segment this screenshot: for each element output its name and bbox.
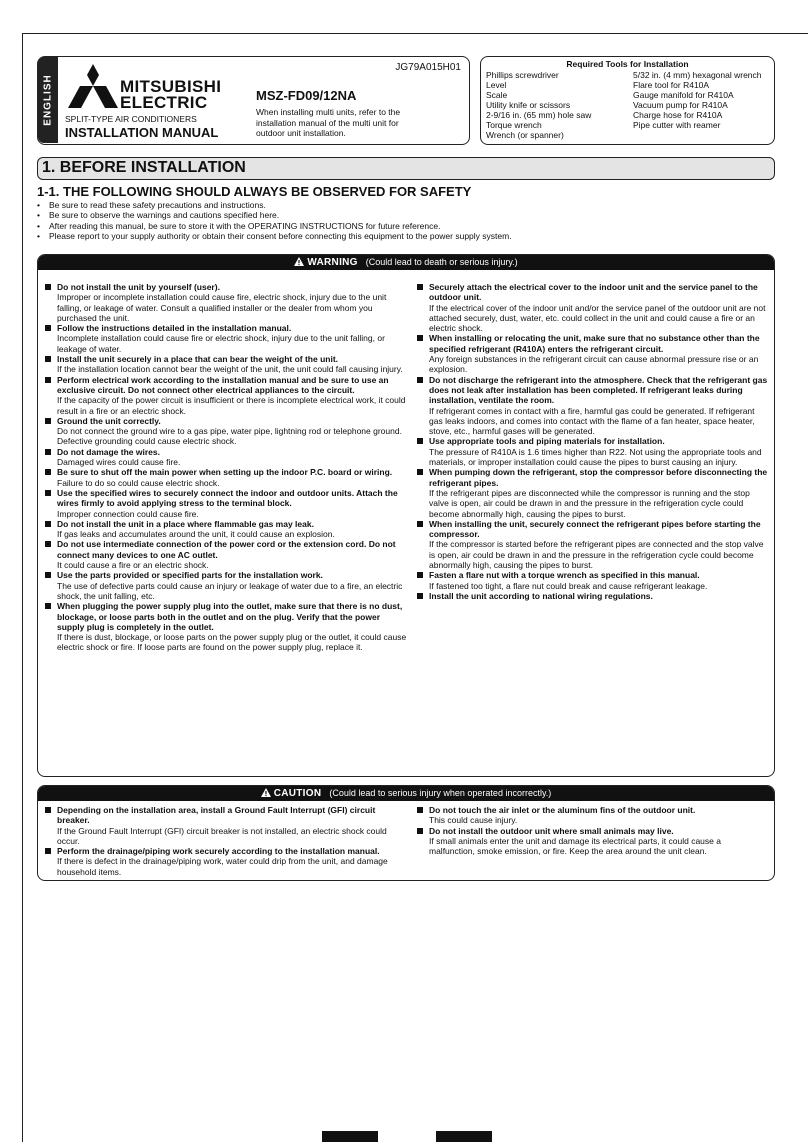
tools-column-left (486, 70, 591, 140)
safety-item (45, 416, 407, 447)
caution-column-right (417, 805, 768, 856)
tool-item: Scale (486, 90, 508, 100)
registration-mark-right (436, 1131, 492, 1142)
safety-item (45, 323, 407, 354)
safety-item-title: Depending on the installation area, install a Ground Fault Interrupt (GFI) circuit breaker. (57, 805, 376, 826)
safety-item-title: Do not discharge the refrigerant into the atmosphere. Check that the refrigerant gas does not leak after installation has been completed. If refrigerant leaks during installation, ventilate the room. (429, 374, 768, 406)
tool-item: Vacuum pump for R410A (633, 100, 728, 110)
tool-item: Charge hose for R410A (633, 110, 723, 120)
safety-item-body: If there is dust, blockage, or loose parts on the power supply plug or the outlet, it could cause electric shock or fire. If loose parts are found on the power supply plug, replace it. (57, 632, 407, 653)
safety-item (417, 436, 768, 467)
safety-item-body: If the compressor is started before the refrigerant pipes are connected and the stop valve is open, air could be drawn in and the pressure in the refrigeration cycle could become abnormally high, causing the pipes to burst. (429, 539, 764, 571)
tools-column-right (633, 70, 762, 130)
safety-item-body: This could cause injury. (429, 815, 518, 826)
safety-item (45, 846, 407, 877)
warning-label: WARNING (307, 257, 358, 268)
safety-item-body: If the installation location cannot bear the weight of the unit, the unit could fall causing injury. (57, 364, 403, 375)
subsection-title: 1-1. THE FOLLOWING SHOULD ALWAYS BE OBSERVED FOR SAFETY (37, 184, 472, 199)
safety-item-body: If the electrical cover of the indoor unit and/or the service panel of the outdoor unit are not attached securely, dust, water, etc. could collect in the unit and could cause a fire or an electric shock. (429, 302, 766, 334)
safety-item-title: Perform the drainage/piping work securely according to the installation manual. (57, 846, 380, 857)
tool-item: Wrench (or spanner) (486, 130, 564, 140)
section-title: 1. BEFORE INSTALLATION (42, 159, 246, 176)
safety-item-body: Incomplete installation could cause fire or electric shock, injury due to the unit falling, or leakage of water. (57, 333, 385, 354)
safety-item (417, 375, 768, 437)
warning-header (38, 255, 774, 270)
registration-mark-left (322, 1131, 378, 1142)
document-code: JG79A015H01 (395, 62, 461, 73)
caution-note: (Could lead to serious injury when operated incorrectly.) (329, 788, 552, 798)
safety-item (417, 805, 768, 826)
safety-item-body: Damaged wires could cause fire. (57, 457, 181, 468)
safety-item (417, 467, 768, 518)
mitsubishi-diamonds-logo (65, 63, 121, 111)
tool-item: Phillips screwdriver (486, 70, 559, 80)
safety-item-title: Install the unit according to national wiring regulations. (429, 590, 653, 601)
safety-item-body: If there is defect in the drainage/piping work, water could drip from the unit, and damage household items. (57, 856, 388, 877)
safety-item (417, 591, 768, 601)
warning-note: (Could lead to death or serious injury.) (365, 257, 518, 267)
tool-item: 2-9/16 in. (65 mm) hole saw (486, 110, 592, 120)
safety-intro-list (37, 200, 777, 241)
safety-item-body: If the refrigerant pipes are disconnected while the compressor is running and the stop valve is open, air could be drawn in and the pressure in the refrigeration cycle could become abnormally high, causing the pipes to burst. (429, 487, 750, 519)
safety-item-title: Use appropriate tools and piping materials for installation. (429, 436, 665, 447)
tool-item: Gauge manifold for R410A (633, 90, 734, 100)
safety-item (417, 826, 768, 857)
safety-item-title: Do not damage the wires. (57, 446, 160, 457)
safety-item-title: When installing or relocating the unit, make sure that no substance other than the specified refrigerant (R410A) enters the refrigerant circuit. (429, 333, 760, 354)
warning-box (37, 254, 775, 777)
title-block (37, 56, 470, 145)
language-label: ENGLISH (42, 74, 54, 126)
brand-name-line1: MITSUBISHI (120, 77, 222, 96)
safety-item-title: Ground the unit correctly. (57, 415, 161, 426)
safety-item (45, 601, 407, 652)
safety-item-body: If the Ground Fault Interrupt (GFI) circuit breaker is not installed, an electric shock could occur. (57, 825, 387, 846)
safety-item-body: Improper connection could cause fire. (57, 508, 199, 519)
intro-item: • Be sure to read these safety precautions and instructions. (37, 200, 777, 210)
safety-item (417, 333, 768, 374)
page-frame-left (22, 33, 23, 1142)
safety-item-title: Install the unit securely in a place that can bear the weight of the unit. (57, 354, 339, 365)
safety-item (45, 467, 407, 488)
safety-item (417, 570, 768, 591)
warning-column-left (45, 282, 407, 653)
safety-item-body: Improper or incomplete installation could cause fire, electric shock, injury due to the unit falling, or leakage of water. Consult a qualified installer or the dealer from whom you purchased the unit. (57, 292, 387, 323)
safety-item (45, 539, 407, 570)
safety-item-body: Any foreign substances in the refrigerant circuit can cause abnormal pressure rise or an explosion. (429, 354, 759, 375)
safety-item-title: Do not use intermediate connection of the power cord or the extension cord. Do not connect many devices to one AC outlet. (57, 539, 396, 560)
safety-item-body: If the capacity of the power circuit is insufficient or there is incomplete electrical work, it could result in a fire or an electric shock. (57, 395, 406, 416)
safety-item-title: When plugging the power supply plug into the outlet, make sure that there is no dust, blockage, or loose parts both in the outlet and on the plug. Verify that the power supply plug is completely in the outlet. (57, 601, 403, 632)
tool-item: 5/32 in. (4 mm) hexagonal wrench (633, 70, 762, 80)
safety-item-body: It could cause a fire or an electric shock. (57, 560, 209, 571)
required-tools-title: Required Tools for Installation (566, 59, 689, 69)
tool-item: Torque wrench (486, 120, 542, 130)
safety-item-body: If gas leaks and accumulates around the unit, it could cause an explosion. (57, 529, 335, 540)
safety-item-body: If refrigerant comes in contact with a fire, harmful gas could be generated. If refrigerant gas leaks indoors, and comes into contact with the flame of a fan heater, space heater, stove, etc., harmful gases will be generated. (429, 405, 755, 437)
brand-name-line2: ELECTRIC (120, 93, 208, 112)
manual-title: INSTALLATION MANUAL (65, 125, 219, 140)
tool-item: Level (486, 80, 507, 90)
tool-item: Flare tool for R410A (633, 80, 710, 90)
safety-item (417, 282, 768, 333)
safety-item-body: Failure to do so could cause electric shock. (57, 477, 220, 488)
warning-column-right (417, 282, 768, 601)
safety-item (45, 488, 407, 519)
safety-item-title: Do not install the outdoor unit where small animals may live. (429, 825, 674, 836)
intro-item: • Please report to your supply authority or obtain their consent before connecting this equipment to the power supply system. (37, 231, 777, 241)
required-tools-box (480, 56, 775, 145)
safety-item-body: If fastened too tight, a flare nut could break and cause refrigerant leakage. (429, 580, 708, 591)
safety-item (45, 805, 407, 846)
safety-item-title: Fasten a flare nut with a torque wrench as specified in this manual. (429, 570, 700, 581)
safety-item-title: Securely attach the electrical cover to the indoor unit and the service panel to the outdoor unit. (429, 282, 758, 303)
warning-triangle-icon (294, 257, 304, 266)
safety-item-title: When pumping down the refrigerant, stop the compressor before disconnecting the refrigerant pipes. (429, 467, 768, 488)
safety-item-title: Follow the instructions detailed in the installation manual. (57, 323, 292, 334)
multi-unit-note: When installing multi units, refer to the installation manual of the multi unit for outdoor unit installation. (256, 107, 401, 138)
tool-item: Pipe cutter with reamer (633, 120, 721, 130)
product-category: SPLIT-TYPE AIR CONDITIONERS (65, 114, 197, 124)
safety-item (45, 570, 407, 601)
caution-triangle-icon (261, 788, 271, 797)
safety-item-title: Be sure to shut off the main power when setting up the indoor P.C. board or wiring. (57, 467, 393, 478)
caution-label: CAUTION (273, 788, 322, 799)
safety-item (45, 354, 407, 375)
safety-item (45, 375, 407, 416)
intro-item: • After reading this manual, be sure to store it with the OPERATING INSTRUCTIONS for future reference. (37, 221, 777, 231)
model-number: MSZ-FD09/12NA (256, 88, 357, 103)
safety-item (45, 282, 407, 323)
safety-item-title: When installing the unit, securely connect the refrigerant pipes before starting the compressor. (429, 518, 761, 540)
safety-item-body: Do not connect the ground wire to a gas pipe, water pipe, lightning rod or telephone ground. Defective grounding could cause electric shock. (57, 426, 402, 447)
safety-item-title: Use the specified wires to securely connect the indoor and outdoor units. Attach the wires firmly to avoid applying stress to the terminal block. (57, 487, 398, 509)
language-tab (38, 57, 58, 143)
caution-column-left (45, 805, 407, 877)
safety-item-body: The use of defective parts could cause an injury or leakage of water due to a fire, an electric shock, the unit falling, etc. (57, 580, 403, 601)
safety-item-body: If small animals enter the unit and damage its electrical parts, it could cause a malfunction, smoke emission, or fire. Keep the area around the unit clean. (429, 835, 721, 857)
safety-item-title: Use the parts provided or specified parts for the installation work. (57, 570, 323, 581)
page-frame-top (22, 33, 808, 34)
safety-item (45, 519, 407, 540)
safety-item-title: Perform electrical work according to the installation manual and be sure to use an exclusive circuit. Do not connect other electrical appliances to the circuit. (57, 374, 389, 395)
caution-header (38, 786, 774, 801)
safety-item (417, 519, 768, 570)
safety-item-title: Do not touch the air inlet or the aluminum fins of the outdoor unit. (429, 805, 696, 815)
section-header (37, 157, 775, 180)
safety-item-title: Do not install the unit by yourself (user). (57, 282, 220, 292)
caution-box (37, 785, 775, 881)
safety-item-body: The pressure of R410A is 1.6 times higher than R22. Not using the appropriate tools and materials, or improper installation could cause the pipes to burst causing an injury. (429, 446, 762, 468)
safety-item (45, 447, 407, 468)
safety-item-title: Do not install the unit in a place where flammable gas may leak. (57, 518, 314, 529)
intro-item: • Be sure to observe the warnings and cautions specified here. (37, 210, 777, 220)
tool-item: Utility knife or scissors (486, 100, 571, 110)
